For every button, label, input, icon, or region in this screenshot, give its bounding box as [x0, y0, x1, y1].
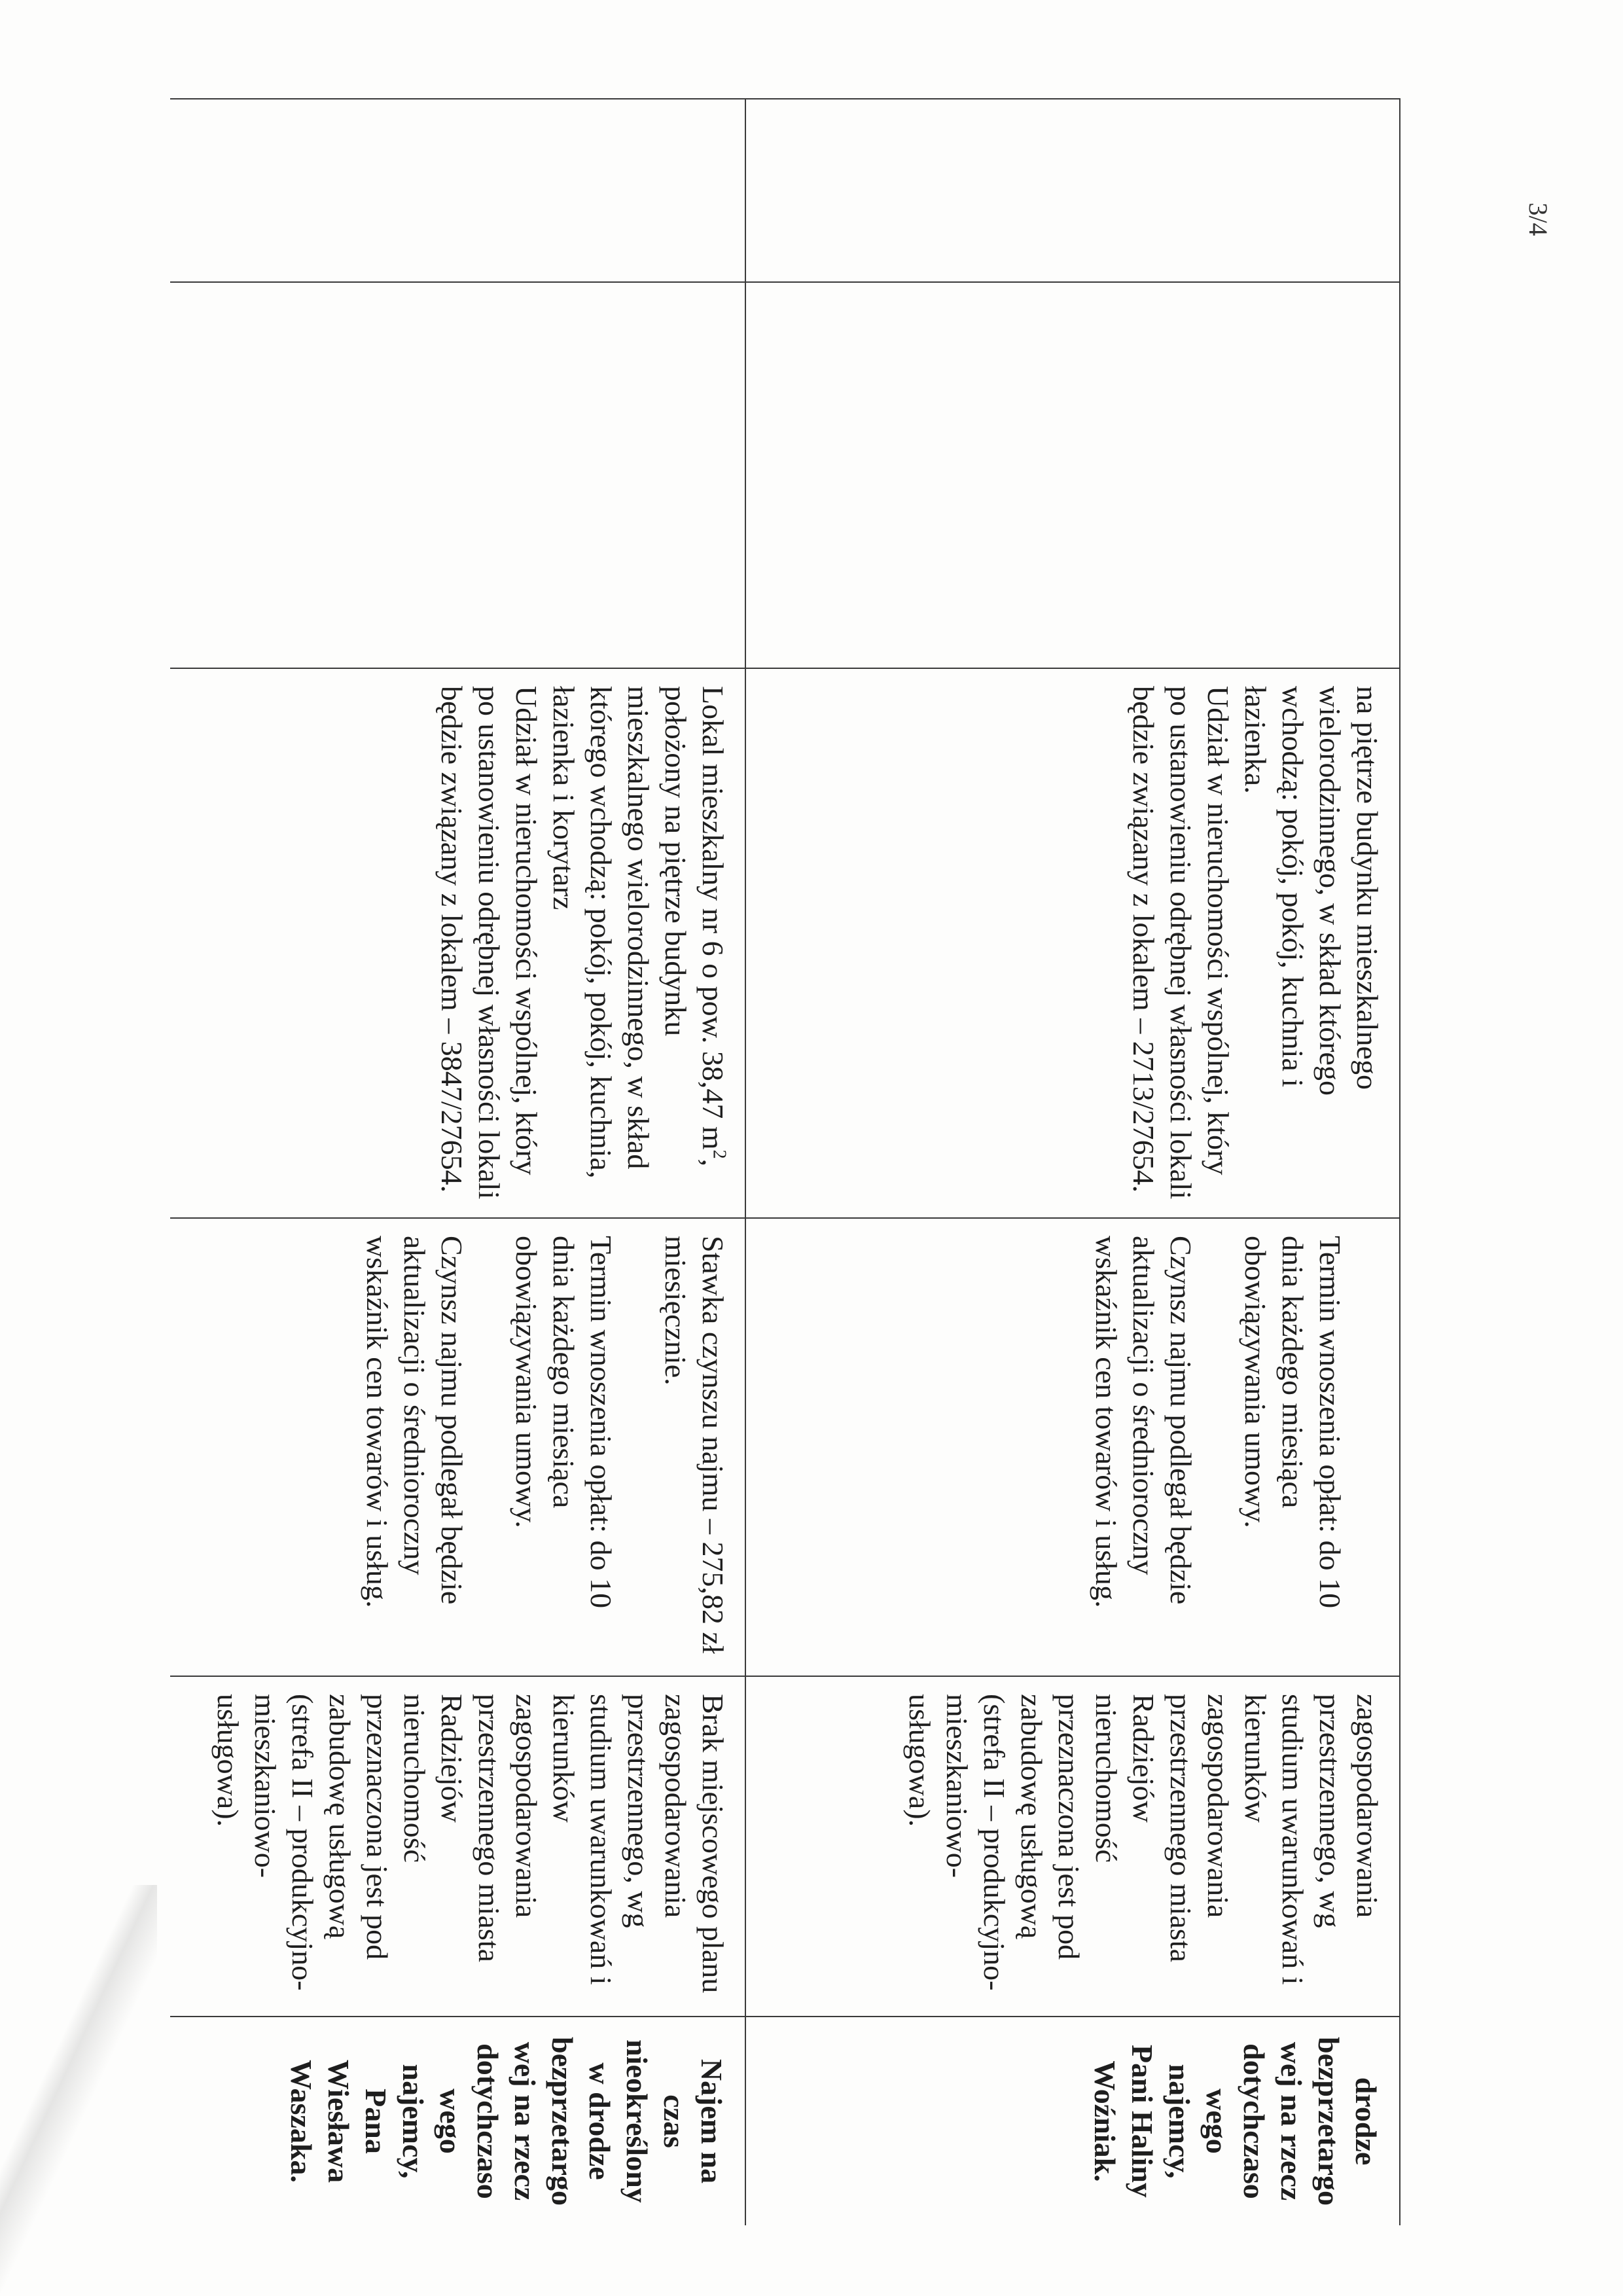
cell-description: [745, 668, 1400, 1218]
cell-col1: [170, 99, 745, 282]
document-sheet: [170, 98, 1400, 2225]
cell-lease-form: Najem na czas nieokreślony w drodze bezprzetargowej na rzecz dotychczasowego najemcy, Pana Wiesława Waszaka.: [170, 2017, 745, 2225]
description-line: [545, 686, 732, 1200]
table-row: [745, 99, 1400, 2225]
payment-line: Termin wnoszenia opłat: do 10 dnia każdego miesiąca obowiązywania umowy.: [1239, 1236, 1347, 1609]
payment-line: Czynsz najmu podlegał będzie aktualizacji o średnioroczny wskaźnik cen towarów i usług.: [361, 1236, 469, 1608]
table-row: [170, 99, 745, 2225]
page-number: 3/4: [1524, 202, 1553, 236]
description-head: Lokal mieszkalny nr 6 o pow. 38,47 m: [696, 686, 730, 1150]
unit-superscript: 2: [709, 1149, 730, 1159]
rotated-table-wrapper: [170, 98, 1400, 2225]
description-line: na piętrze budynku mieszkalnego wielorodzinnego, w skład którego wchodzą: pokój, pokój, kuchnia i łazienka.: [1239, 686, 1384, 1096]
payment-line: Termin wnoszenia opłat: do 10 dnia każdego miesiąca obowiązywania umowy.: [510, 1236, 618, 1609]
cell-lease-form: drodze bezprzetargowej na rzecz dotychczasowego najemcy, Pani Haliny Woźniak.: [745, 2017, 1400, 2225]
payment-line: Czynsz najmu podlegał będzie aktualizacji o średnioroczny wskaźnik cen towarów i usług.: [1090, 1236, 1198, 1608]
description-share: Udział w nieruchomości wspólnej, który po ustanowieniu odrębnej własności lokali będzie związany z lokalem – 2713/27654.: [1127, 686, 1235, 1200]
description-tail: , położony na piętrze budynku mieszkalnego wielorodzinnego, w skład którego wchodzą: pokój, pokój, kuchnia, łazienka i korytarz: [547, 686, 730, 1179]
property-table: [170, 98, 1400, 2225]
cell-col1: [745, 99, 1400, 282]
cell-col2: [745, 282, 1400, 668]
scan-edge-shadow: [0, 1885, 157, 2296]
cell-zoning: Brak miejscowego planu zagospodarowania przestrzennego, wg studium uwarunkowań i kierunków zagospodarowania przestrzennego miasta Radziejów nieruchomość przeznaczona jest pod zabudowę usługową (strefa II – produkcyjno-mieszkaniowo-usługowa).: [170, 1676, 745, 2017]
cell-zoning: zagospodarowania przestrzennego, wg studium uwarunkowań i kierunków zagospodarowania przestrzennego miasta Radziejów nieruchomość przeznaczona jest pod zabudowę usługową (strefa II – produkcyjno-mieszkaniowo-usługowa).: [745, 1676, 1400, 2017]
cell-payment: [170, 1218, 745, 1676]
cell-col2: [170, 282, 745, 668]
payment-rate: Stawka czynszu najmu – 275,82 zł miesięcznie.: [659, 1236, 730, 1654]
cell-description: [170, 668, 745, 1218]
description-share: Udział w nieruchomości wspólnej, który po ustanowieniu odrębnej własności lokali będzie związany z lokalem – 3847/27654.: [435, 686, 543, 1200]
cell-payment: [745, 1218, 1400, 1676]
